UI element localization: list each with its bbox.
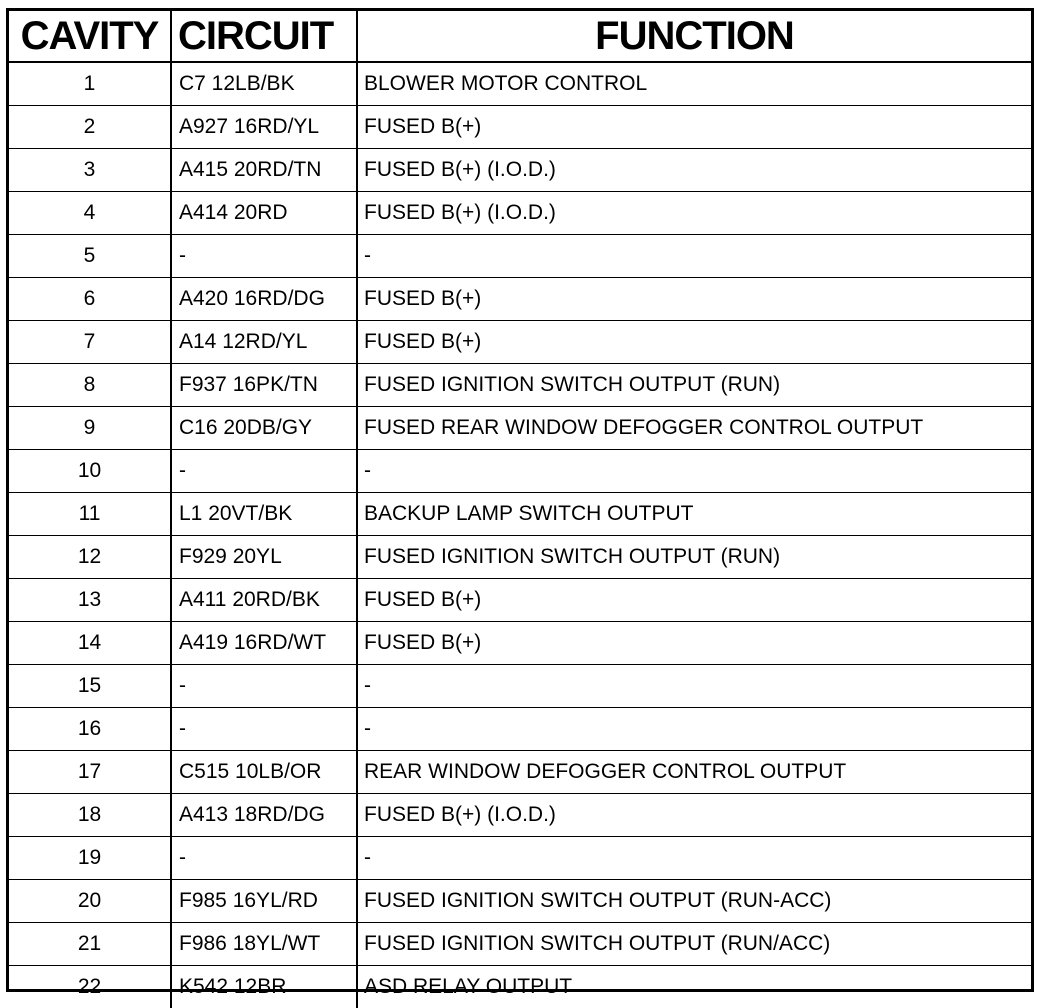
circuit-cell: C515 10LB/OR (171, 751, 357, 794)
function-cell: FUSED B(+) (I.O.D.) (357, 794, 1031, 837)
table-row (9, 364, 1031, 407)
cavity-cell: 19 (9, 837, 171, 880)
circuit-cell: - (171, 665, 357, 708)
circuit-cell: F986 18YL/WT (171, 923, 357, 966)
circuit-cell: A420 16RD/DG (171, 278, 357, 321)
circuit-cell: A413 18RD/DG (171, 794, 357, 837)
table-row (9, 622, 1031, 665)
cavity-cell: 21 (9, 923, 171, 966)
cavity-cell: 9 (9, 407, 171, 450)
circuit-cell: A14 12RD/YL (171, 321, 357, 364)
function-cell: REAR WINDOW DEFOGGER CONTROL OUTPUT (357, 751, 1031, 794)
table-row (9, 837, 1031, 880)
function-cell: FUSED REAR WINDOW DEFOGGER CONTROL OUTPUT (357, 407, 1031, 450)
function-cell: FUSED B(+) (357, 278, 1031, 321)
table-row (9, 407, 1031, 450)
circuit-cell: F929 20YL (171, 536, 357, 579)
cavity-cell: 7 (9, 321, 171, 364)
circuit-cell: - (171, 708, 357, 751)
function-cell: BLOWER MOTOR CONTROL (357, 62, 1031, 106)
table-row (9, 106, 1031, 149)
function-cell: FUSED IGNITION SWITCH OUTPUT (RUN-ACC) (357, 880, 1031, 923)
cavity-cell: 8 (9, 364, 171, 407)
cavity-cell: 1 (9, 62, 171, 106)
function-cell: - (357, 665, 1031, 708)
table-row (9, 665, 1031, 708)
circuit-cell: A414 20RD (171, 192, 357, 235)
circuit-cell: L1 20VT/BK (171, 493, 357, 536)
circuit-cell: - (171, 235, 357, 278)
table-row (9, 579, 1031, 622)
table-row (9, 450, 1031, 493)
cavity-cell: 14 (9, 622, 171, 665)
cavity-cell: 17 (9, 751, 171, 794)
table-row (9, 278, 1031, 321)
table-body (9, 62, 1031, 1008)
cavity-cell: 18 (9, 794, 171, 837)
cavity-cell: 2 (9, 106, 171, 149)
table-row (9, 794, 1031, 837)
table-row (9, 536, 1031, 579)
table-row (9, 493, 1031, 536)
circuit-cell: F985 16YL/RD (171, 880, 357, 923)
function-cell: - (357, 837, 1031, 880)
circuit-cell: A411 20RD/BK (171, 579, 357, 622)
cavity-cell: 22 (9, 966, 171, 1008)
cavity-cell: 5 (9, 235, 171, 278)
cavity-cell: 12 (9, 536, 171, 579)
circuit-cell: A927 16RD/YL (171, 106, 357, 149)
cavity-cell: 6 (9, 278, 171, 321)
table-row (9, 62, 1031, 106)
circuit-cell: - (171, 450, 357, 493)
function-cell: - (357, 235, 1031, 278)
cavity-cell: 20 (9, 880, 171, 923)
circuit-cell: C16 20DB/GY (171, 407, 357, 450)
table-row (9, 923, 1031, 966)
function-cell: FUSED B(+) (357, 579, 1031, 622)
cavity-cell: 15 (9, 665, 171, 708)
table-row (9, 966, 1031, 1008)
table-row (9, 192, 1031, 235)
circuit-cell: A415 20RD/TN (171, 149, 357, 192)
table-row (9, 321, 1031, 364)
function-cell: - (357, 450, 1031, 493)
circuit-cell: A419 16RD/WT (171, 622, 357, 665)
table-row (9, 235, 1031, 278)
table-header (9, 11, 1031, 62)
function-cell: FUSED IGNITION SWITCH OUTPUT (RUN) (357, 364, 1031, 407)
cavity-cell: 10 (9, 450, 171, 493)
column-header-cavity: CAVITY (9, 11, 171, 62)
function-cell: FUSED IGNITION SWITCH OUTPUT (RUN/ACC) (357, 923, 1031, 966)
connector-pinout-table (6, 8, 1034, 992)
function-cell: FUSED IGNITION SWITCH OUTPUT (RUN) (357, 536, 1031, 579)
function-cell: FUSED B(+) (I.O.D.) (357, 149, 1031, 192)
function-cell: BACKUP LAMP SWITCH OUTPUT (357, 493, 1031, 536)
cavity-cell: 13 (9, 579, 171, 622)
function-cell: - (357, 708, 1031, 751)
circuit-cell: C7 12LB/BK (171, 62, 357, 106)
function-cell: FUSED B(+) (357, 321, 1031, 364)
header-row (9, 11, 1031, 62)
circuit-cell: F937 16PK/TN (171, 364, 357, 407)
table-row (9, 708, 1031, 751)
function-cell: FUSED B(+) (357, 622, 1031, 665)
cavity-cell: 4 (9, 192, 171, 235)
function-cell: ASD RELAY OUTPUT (357, 966, 1031, 1008)
circuit-cell: K542 12BR (171, 966, 357, 1008)
function-cell: FUSED B(+) (357, 106, 1031, 149)
table-row (9, 751, 1031, 794)
table-row (9, 149, 1031, 192)
pinout-table (9, 11, 1031, 1008)
column-header-circuit: CIRCUIT (171, 11, 357, 62)
cavity-cell: 11 (9, 493, 171, 536)
circuit-cell: - (171, 837, 357, 880)
function-cell: FUSED B(+) (I.O.D.) (357, 192, 1031, 235)
column-header-function: FUNCTION (357, 11, 1031, 62)
cavity-cell: 3 (9, 149, 171, 192)
cavity-cell: 16 (9, 708, 171, 751)
table-row (9, 880, 1031, 923)
